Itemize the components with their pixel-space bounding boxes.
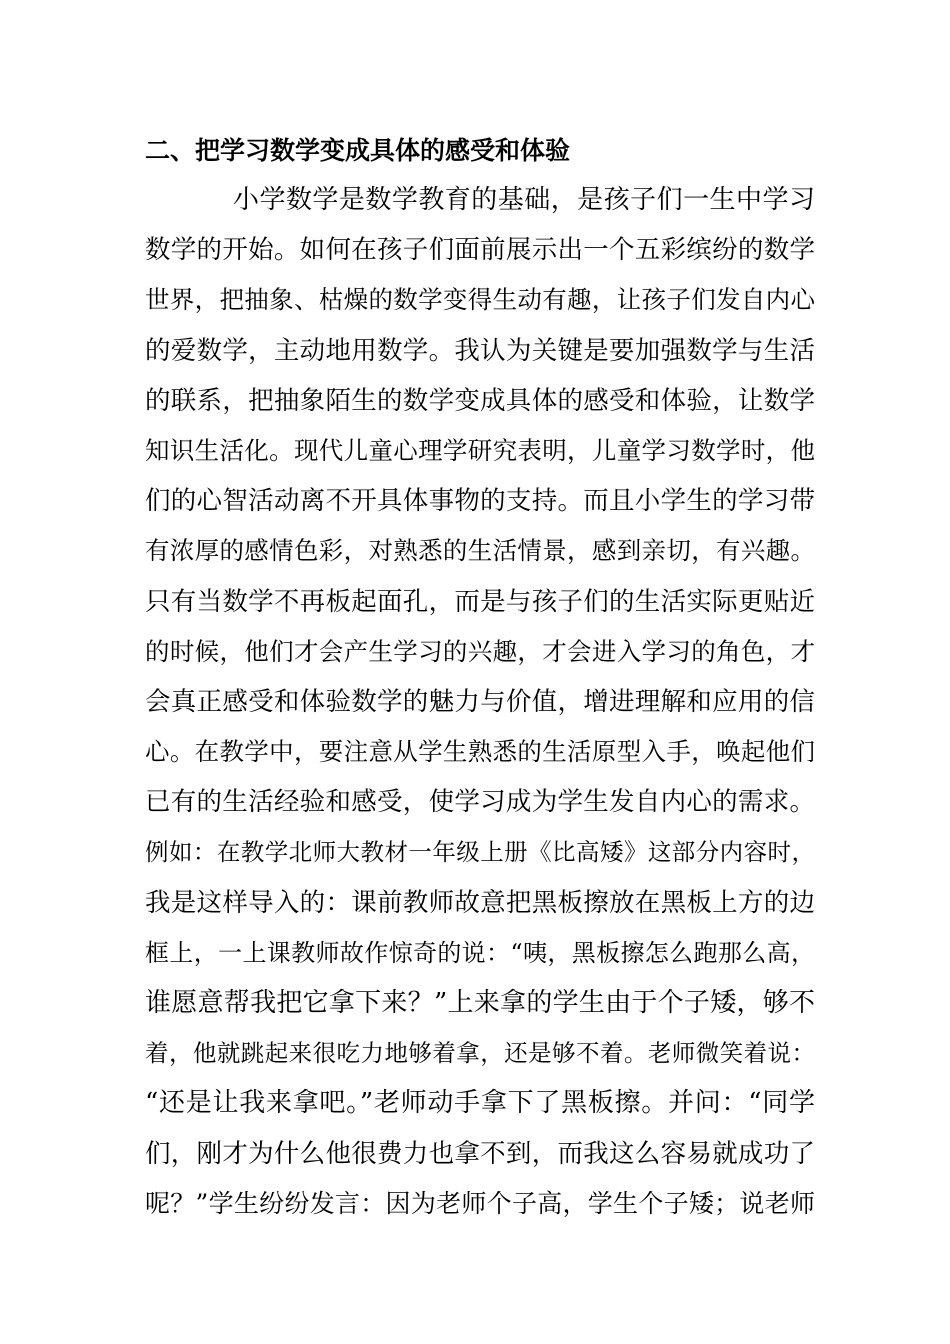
text-line: 心。在教学中，要注意从学生熟悉的生活原型入手，唤起他们 xyxy=(145,737,815,767)
text-line: 有浓厚的感情色彩，对熟悉的生活情景，感到亲切，有兴趣。 xyxy=(145,536,815,566)
text-line: 已有的生活经验和感受，使学习成为学生发自内心的需求。 xyxy=(145,787,815,818)
text-line: “还是让我来拿吧。”老师动手拿下了黑板擦。并问：“同学 xyxy=(145,1088,815,1119)
text-line: 会真正感受和体验数学的魅力与价值，增进理解和应用的信 xyxy=(145,686,815,717)
text-line: 框上，一上课教师故作惊奇的说：“咦，黑板擦怎么跑那么高， xyxy=(145,938,815,967)
text-line: 的时候，他们才会产生学习的兴趣，才会进入学习的角色，才 xyxy=(145,636,815,666)
text-line: 呢？”学生纷纷发言：因为老师个子高，学生个子矮；说老师 xyxy=(145,1188,815,1218)
text-line: 我是这样导入的：课前教师故意把黑板擦放在黑板上方的边 xyxy=(145,887,815,918)
text-line: 的联系，把抽象陌生的数学变成具体的感受和体验，让数学 xyxy=(145,385,815,416)
text-line: 们的心智活动离不开具体事物的支持。而且小学生的学习带 xyxy=(145,486,815,517)
text-line: 着，他就跳起来很吃力地够着拿，还是够不着。老师微笑着说： xyxy=(145,1039,815,1068)
text-line: 的爱数学，主动地用数学。我认为关键是要加强数学与生活 xyxy=(145,335,815,366)
body-paragraph xyxy=(145,180,815,1234)
text-line: 数学的开始。如何在孩子们面前展示出一个五彩缤纷的数学 xyxy=(145,235,815,266)
text-line: 世界，把抽象、枯燥的数学变得生动有趣，让孩子们发自内心 xyxy=(145,285,815,315)
text-line: 们，刚才为什么他很费力也拿不到，而我这么容易就成功了 xyxy=(145,1138,815,1169)
text-line: 知识生活化。现代儿童心理学研究表明，儿童学习数学时，他 xyxy=(145,435,815,465)
text-line: 谁愿意帮我把它拿下来？”上来拿的学生由于个子矮，够不 xyxy=(145,988,815,1018)
text-line: 小学数学是数学教育的基础，是孩子们一生中学习 xyxy=(233,185,815,215)
section-heading: 二、把学习数学变成具体的感受和体验 xyxy=(145,136,571,165)
text-line: 只有当数学不再板起面孔，而是与孩子们的生活实际更贴近 xyxy=(145,586,815,617)
text-line: 例如：在教学北师大教材一年级上册《比高矮》这部分内容时， xyxy=(145,838,815,867)
